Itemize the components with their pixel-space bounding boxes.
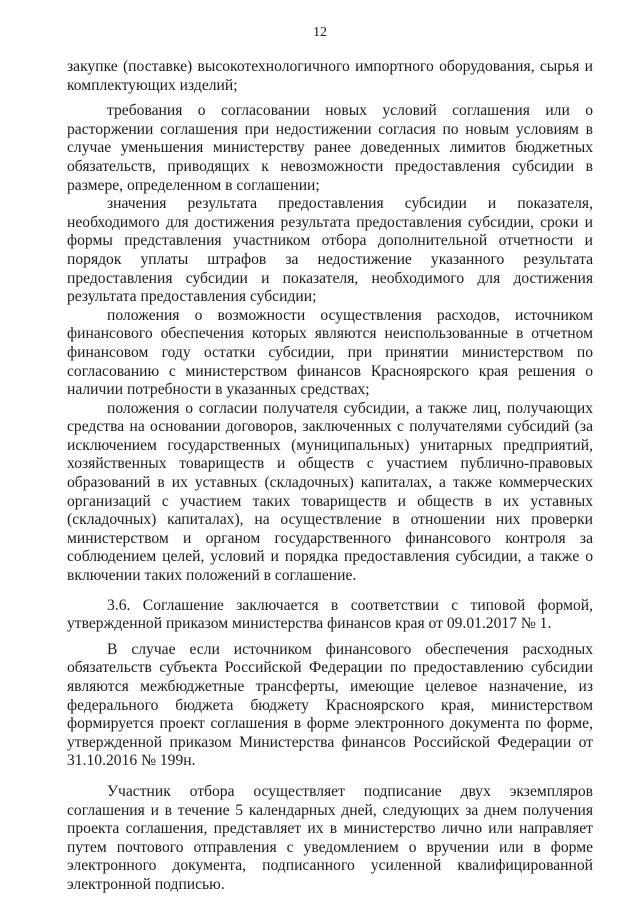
paragraph-federal-transfers: В случае если источником финансового обеспечения расходных обязательств субъекта Российской Федерации по предоставлению субсидии являются межбюджетные трансферты, имеющие целевое назначение, из федерального бюджета бюджету Красноярского края, министерством формируется проект соглашения в форме электронного документа по форме, утвержденной приказом Министерства финансов Российской Федерации от 31.10.2016 № 199н. <box>67 640 593 770</box>
paragraph-expense-provisions: положения о возможности осуществления расходов, источником финансового обеспечения которых являются неиспользованные в отчетном финансовом году остатки субсидии, при принятии министерством по согласованию с министерством финансов Красноярского края решения о наличии потребности в указанных средствах; <box>67 306 593 399</box>
paragraph-requirements: требования о согласовании новых условий соглашения или о расторжении соглашения при недостижении согласия по новым условиям в случае уменьшения министерству ранее доведенных лимитов бюджетных обязательств, приводящих к невозможности предоставления субсидии в размере, определенном в соглашении; <box>67 102 593 194</box>
paragraph-result-values: значения результата предоставления субсидии и показателя, необходимого для достижения результата предоставления субсидии, сроки и формы представления участником отбора дополнительной отчетности и порядок уплаты штрафов за недостижение указанного результата предоставления субсидии и показателя, необходимого для достижения результата предоставления субсидии; <box>67 195 593 306</box>
document-body <box>67 58 593 895</box>
paragraph-section-3-6: 3.6. Соглашение заключается в соответствии с типовой формой, утвержденной приказом министерства финансов края от 09.01.2017 № 1. <box>67 596 593 633</box>
paragraph-consent-provisions: положения о согласии получателя субсидии, а также лиц, получающих средства на основании договоров, заключенных с получателями субсидий (за исключением государственных (муниципальных) унитарных предприятий, хозяйственных товариществ и обществ с участием публично-правовых образований в их уставных (складочных) капиталах, а также коммерческих организаций с участием таких товариществ и обществ в их уставных (складочных) капиталах), на осуществление в отношении них проверки министерством и органом государственного финансового контроля за соблюдением целей, условий и порядка предоставления субсидии, а также о включении таких положений в соглашение. <box>67 399 593 585</box>
paragraph-continuation: закупке (поставке) высокотехнологичного импортного оборудования, сырья и комплектующих изделий; <box>67 58 593 94</box>
page-number: 12 <box>313 25 327 40</box>
paragraph-signing-procedure: Участник отбора осуществляет подписание двух экземпляров соглашения и в течение 5 календарных дней, следующих за днем получения проекта соглашения, представляет их в министерство лично или направляет путем почтового отправления с уведомлением о вручении или в форме электронного документа, подписанного усиленной квалифицированной электронной подписью. <box>67 782 593 893</box>
